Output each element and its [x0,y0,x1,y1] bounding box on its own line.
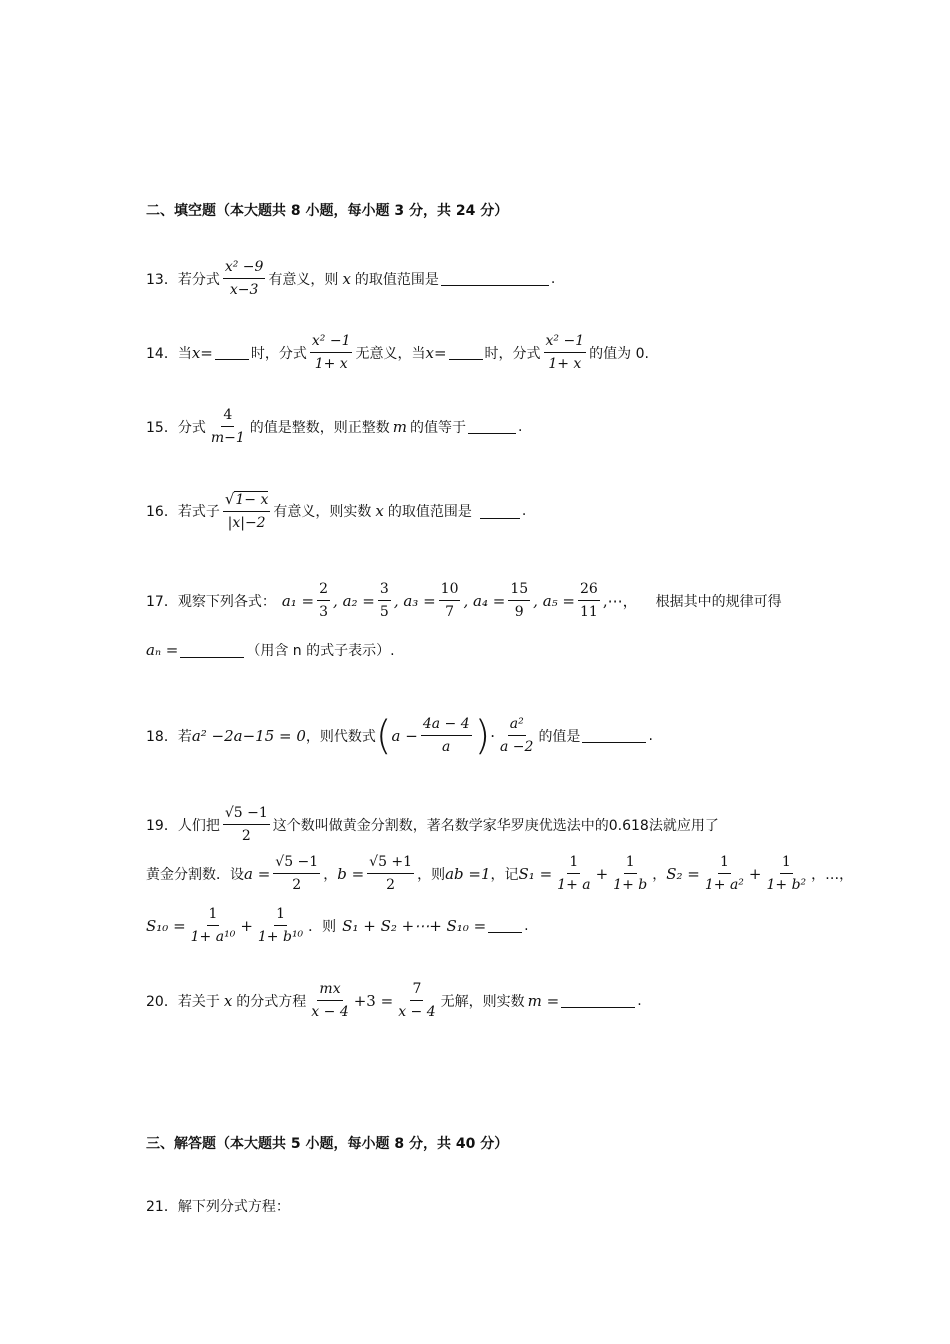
q14-var1: x [191,343,201,362]
section-3-title: 三、解答题（本大题共 5 小题，每小题 8 分，共 40 分） [146,1136,509,1152]
q14-t2: 时，分式 [250,345,307,362]
q19-end: . [524,917,529,934]
question-19 [146,804,719,845]
q14-eq2: = [433,343,447,362]
q18-number: 18． [146,728,178,745]
q19-a-den: 2 [292,877,302,893]
q19-plus-2: + [748,864,762,883]
q17-term-3-name: , a₃ = [393,591,436,610]
q16-frac-num [223,490,271,512]
q17-number: 17． [146,593,178,610]
section-2-title: 二、填空题（本大题共 8 小题，每小题 3 分，共 24 分） [146,203,509,219]
question-14 [146,332,649,373]
q18-f1-num: 4a − 4 [421,715,472,736]
q20-f2-den: x − 4 [398,1004,436,1020]
q20-fraction-1 [309,980,350,1021]
q14-frac2-den: 1+ x [548,356,582,372]
q14-fraction-2 [544,332,587,373]
question-21 [146,1196,290,1216]
q19-golden-den: 2 [241,828,251,844]
q17-t2: 根据其中的规律可得 [655,593,782,610]
q19-plus-1: + [595,864,609,883]
q19-s1: S₁ = [518,864,553,883]
q15-t3: 的值等于 [409,419,466,436]
q13-number: 13． [146,271,178,288]
q18-t1: 若 [177,728,192,745]
q19-b-fraction [367,853,414,894]
q20-t1: 若关于 [177,993,220,1010]
q13-frac-num: x² −9 [223,258,266,279]
q16-frac-den: |x|−2 [227,515,266,531]
q14-t5: 的值为 0. [589,345,649,362]
q19-sum: S₁ + S₂ +⋯+ S₁₀ = [342,916,487,935]
q17-term-2-den: 5 [379,604,389,620]
q15-var: m [392,417,407,436]
q14-fraction-1 [310,332,353,373]
q19-t2: 这个数叫做黄金分割数，著名数学家华罗庚优选法中的0.618法就应用了 [272,817,719,834]
q19-t9: ．则 [308,918,337,935]
q13-post2: 的取值范围是 [354,271,439,288]
q19-a-eq: a = [244,864,271,883]
q19-s1b-den: 1+ b [613,877,648,893]
q19-s2b-den: 1+ b² [766,877,807,893]
q19-t5: ，则 [417,866,446,883]
q17-term-1-fraction [317,580,330,621]
q17-term-4-den: 9 [514,604,524,620]
q14-var2: x [425,343,434,362]
q15-t2: 的值是整数，则正整数 [249,419,390,436]
q19-s10: S₁₀ = [146,916,186,935]
q16-t1: 若式子 [177,504,220,520]
q13-post1: 有意义，则 [268,271,339,288]
q15-frac-den: m−1 [210,430,245,446]
q19-s2a-den: 1+ a² [704,877,744,893]
q18-f2-num: a² [508,715,526,736]
q13-end: . [550,270,556,287]
q19-s1-fraction-a [555,853,592,894]
q15-frac-num: 4 [221,406,234,427]
q16-end: . [521,503,527,519]
q15-t1: 分式 [177,419,206,436]
question-20 [146,980,642,1021]
q18-f2-den: a −2 [500,739,534,755]
q19-s1b-num: 1 [624,853,637,874]
q21-text: 解下列分式方程： [177,1199,290,1215]
q19-s2-fraction-a [703,853,746,894]
question-19-line-3 [146,905,529,946]
q19-t1: 人们把 [177,817,220,834]
q16-fraction [223,490,271,532]
q17-term-4-name: , a₄ = [463,591,506,610]
q17-term-2-name: , a₂ = [333,591,375,610]
q20-f1-den: x − 4 [311,1004,349,1020]
q14-frac1-num: x² −1 [310,332,353,353]
q19-golden-num: √5 −1 [223,804,270,825]
q19-s10-fraction-a [189,905,238,946]
q17-term-4-fraction [508,580,530,621]
q18-fraction-1 [421,715,472,756]
question-17-line-2 [146,640,395,660]
question-15 [146,406,522,447]
q18-end: . [648,727,653,744]
q19-s1a-num: 1 [567,853,580,874]
q17-answer-blank[interactable] [180,643,244,658]
q17-term-5-fraction [578,580,600,621]
q19-golden-fraction [223,804,270,845]
q18-dot: · [490,726,495,745]
q15-answer-blank[interactable] [468,419,516,434]
q17-term-4-num: 15 [508,580,530,601]
q20-f1-num: mx [317,980,342,1001]
q19-s2: S₂ = [666,864,700,883]
question-19-line-2 [146,853,853,894]
q20-fraction-2 [396,980,437,1021]
q19-plus-3: + [240,916,253,935]
q19-a-fraction [273,853,320,894]
q19-t8: ，…， [811,866,854,883]
q18-a: a − [391,726,418,745]
question-18 [146,712,653,759]
q14-eq1: = [200,343,213,362]
q17-term-5-name: , a₅ = [533,591,575,610]
section-3-heading [146,1133,508,1153]
q19-s2b-num: 1 [780,853,793,874]
q19-b-eq: b = [337,864,365,883]
q17-term-3-den: 7 [445,604,455,620]
q19-t7: ， [652,866,667,883]
q15-number: 15． [146,419,178,436]
q17-term-1-num: 2 [317,580,330,601]
q14-answer-blank-2[interactable] [449,345,483,360]
q20-end: . [637,992,642,1009]
q18-answer-blank[interactable] [582,728,646,743]
q17-term-5-num: 26 [578,580,600,601]
q14-answer-blank-1[interactable] [215,345,249,360]
q13-fraction [223,258,266,299]
q16-var: x [375,502,384,520]
q16-radicand: 1− x [235,492,269,508]
q19-s10b-den: 1+ b¹⁰ [257,929,304,945]
q19-s10a-num: 1 [207,905,220,926]
q19-t3: 黄金分割数．设 [146,866,244,883]
q17-term-2-num: 3 [378,580,391,601]
q19-s10a-den: 1+ a¹⁰ [190,929,236,945]
q14-t3: 无意义，当 [355,345,426,362]
q14-frac2-num: x² −1 [544,332,587,353]
left-paren-icon: ( [375,712,392,759]
q18-t3: 的值是 [538,728,581,745]
q19-ab: ab =1 [445,864,491,883]
question-17 [146,580,782,621]
q19-a-num: √5 −1 [273,853,320,874]
q16-t2: 有意义，则实数 [273,504,372,520]
q20-t4: 无解，则实数 [440,993,525,1010]
q14-number: 14． [146,345,178,362]
q20-answer-blank[interactable] [561,993,635,1008]
q14-t4: 时，分式 [484,345,541,362]
q13-var: x [342,269,351,288]
q19-answer-blank[interactable] [488,918,522,933]
q18-t2: ，则代数式 [305,728,376,745]
q20-t3: +3 = [353,991,394,1010]
right-paren-icon: ) [474,712,491,759]
q19-t4: ， [323,866,338,883]
q13-pre: 若分式 [177,271,220,288]
q19-b-den: 2 [386,877,396,893]
q18-f1-den: a [442,739,451,755]
q13-answer-blank[interactable] [441,271,549,286]
q15-end: . [517,418,523,435]
q20-var: x [223,991,233,1010]
q18-equation: a² −2a−15 = 0 [191,726,306,745]
q20-f2-num: 7 [410,980,423,1001]
q13-frac-den: x−3 [229,282,259,298]
q19-b-num: √5 +1 [367,853,414,874]
question-16 [146,490,526,532]
q19-s10b-num: 1 [274,905,287,926]
q16-answer-blank[interactable] [480,504,520,519]
q17-t1: 观察下列各式： [177,593,276,610]
q20-m: m = [527,991,560,1010]
q16-t3: 的取值范围是 [387,504,472,520]
q19-t6: ，记 [490,866,519,883]
q17-t3: （用含 n 的式子表示）. [246,643,395,659]
q19-s2-fraction-b [765,853,809,894]
q21-number: 21． [146,1199,178,1215]
section-2-heading [146,200,508,220]
q17-term-3-fraction [439,580,461,621]
q19-s10-fraction-b [256,905,305,946]
q19-number: 19． [146,817,178,834]
q14-frac1-den: 1+ x [314,356,348,372]
q17-term-5-den: 11 [580,604,598,620]
q18-fraction-2 [498,715,535,756]
q19-s2a-num: 1 [718,853,731,874]
q16-number: 16． [146,504,178,520]
q17-term-1-name: a₁ = [281,591,315,610]
q19-s1-fraction-b [611,853,649,894]
q17-term-3-num: 10 [439,580,461,601]
q17-an: aₙ = [146,641,179,659]
q20-number: 20． [146,993,178,1010]
q19-s1a-den: 1+ a [557,877,591,893]
question-13 [146,258,555,299]
q17-term-1-den: 3 [319,604,329,620]
sqrt-icon: √ [224,490,235,508]
q17-term-2-fraction [378,580,391,621]
q17-dots: ,⋯， [602,592,638,610]
q15-fraction [209,406,247,447]
q20-t2: 的分式方程 [236,993,307,1010]
q14-t1: 当 [177,345,192,362]
